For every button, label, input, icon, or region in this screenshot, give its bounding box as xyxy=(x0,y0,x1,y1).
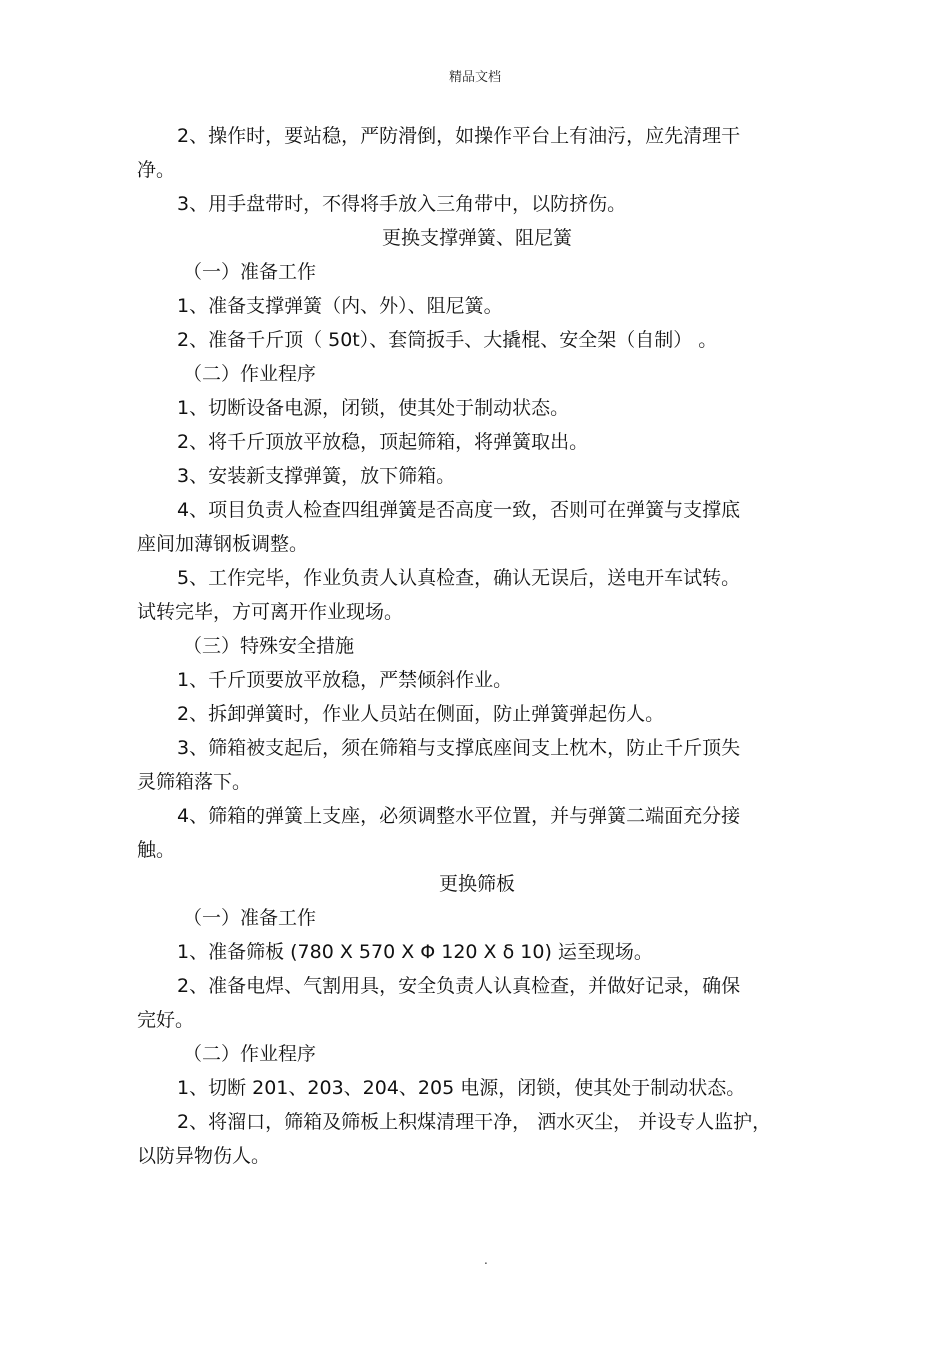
paragraph-line: 以防异物伤人。 xyxy=(137,1145,271,1167)
paragraph-8: 2、将千斤顶放平放稳，顶起筛箱，将弹簧取出。 xyxy=(177,431,589,453)
page-header: 精品文档 xyxy=(448,70,501,85)
paragraph-11 xyxy=(137,561,817,629)
paragraph-1 xyxy=(137,119,817,187)
paragraph-15 xyxy=(137,731,817,799)
paragraph-16 xyxy=(137,799,817,867)
paragraph-13: 1、千斤顶要放平放稳，严禁倾斜作业。 xyxy=(177,669,513,691)
paragraph-line: 净。 xyxy=(137,159,176,181)
document-body xyxy=(137,119,817,1173)
paragraph-line: 3、筛箱被支起后，须在筛箱与支撑底座间支上枕木，防止千斤顶失 xyxy=(177,737,741,759)
paragraph-20 xyxy=(137,969,817,1037)
paragraph-19: 1、准备筛板 (780 X 570 X Φ 120 X δ 10) 运至现场。 xyxy=(177,941,653,963)
subsection-heading: （二）作业程序 xyxy=(183,1043,317,1065)
paragraph-line: 5、工作完毕，作业负责人认真检查，确认无误后，送电开车试转。 xyxy=(177,567,741,589)
section-title-spring: 更换支撑弹簧、阻尼簧 xyxy=(381,227,572,249)
paragraph-10 xyxy=(137,493,817,561)
paragraph-line: 2、将溜口，筛箱及筛板上积煤清理干净， 洒水灭尘， 并设专人监护， xyxy=(177,1111,772,1133)
paragraph-line: 4、项目负责人检查四组弹簧是否高度一致，否则可在弹簧与支撑底 xyxy=(177,499,741,521)
paragraph-line: 2、操作时，要站稳，严防滑倒，如操作平台上有油污，应先清理干 xyxy=(177,125,741,147)
subsection-heading: （一）准备工作 xyxy=(183,907,317,929)
subsection-heading: （二）作业程序 xyxy=(183,363,317,385)
paragraph-14: 2、拆卸弹簧时，作业人员站在侧面，防止弹簧弹起伤人。 xyxy=(177,703,665,725)
paragraph-23 xyxy=(137,1105,817,1173)
paragraph-5: 2、准备千斤顶（ 50t）、套筒扳手、大撬棍、安全架（自制） 。 xyxy=(177,329,718,351)
section-title-screen-plate: 更换筛板 xyxy=(438,873,515,895)
paragraph-line: 完好。 xyxy=(137,1009,195,1031)
paragraph-line: 试转完毕，方可离开作业现场。 xyxy=(137,601,404,623)
paragraph-line: 4、筛箱的弹簧上支座，必须调整水平位置，并与弹簧二端面充分接 xyxy=(177,805,741,827)
paragraph-22: 1、切断 201、203、204、205 电源，闭锁，使其处于制动状态。 xyxy=(177,1077,746,1099)
subsection-heading: （一）准备工作 xyxy=(183,261,317,283)
paragraph-line: 触。 xyxy=(137,839,176,861)
paragraph-line: 灵筛箱落下。 xyxy=(137,771,252,793)
paragraph-line: 座间加薄钢板调整。 xyxy=(137,533,309,555)
paragraph-4: 1、准备支撑弹簧（内、外）、阻尼簧。 xyxy=(177,295,503,317)
page-footer-mark: . xyxy=(484,1253,488,1267)
subsection-heading: （三）特殊安全措施 xyxy=(183,635,355,657)
paragraph-line: 2、准备电焊、气割用具，安全负责人认真检查，并做好记录，确保 xyxy=(177,975,741,997)
paragraph-7: 1、切断设备电源，闭锁，使其处于制动状态。 xyxy=(177,397,570,419)
paragraph-9: 3、安装新支撑弹簧，放下筛箱。 xyxy=(177,465,456,487)
paragraph-2: 3、用手盘带时，不得将手放入三角带中，以防挤伤。 xyxy=(177,193,627,215)
